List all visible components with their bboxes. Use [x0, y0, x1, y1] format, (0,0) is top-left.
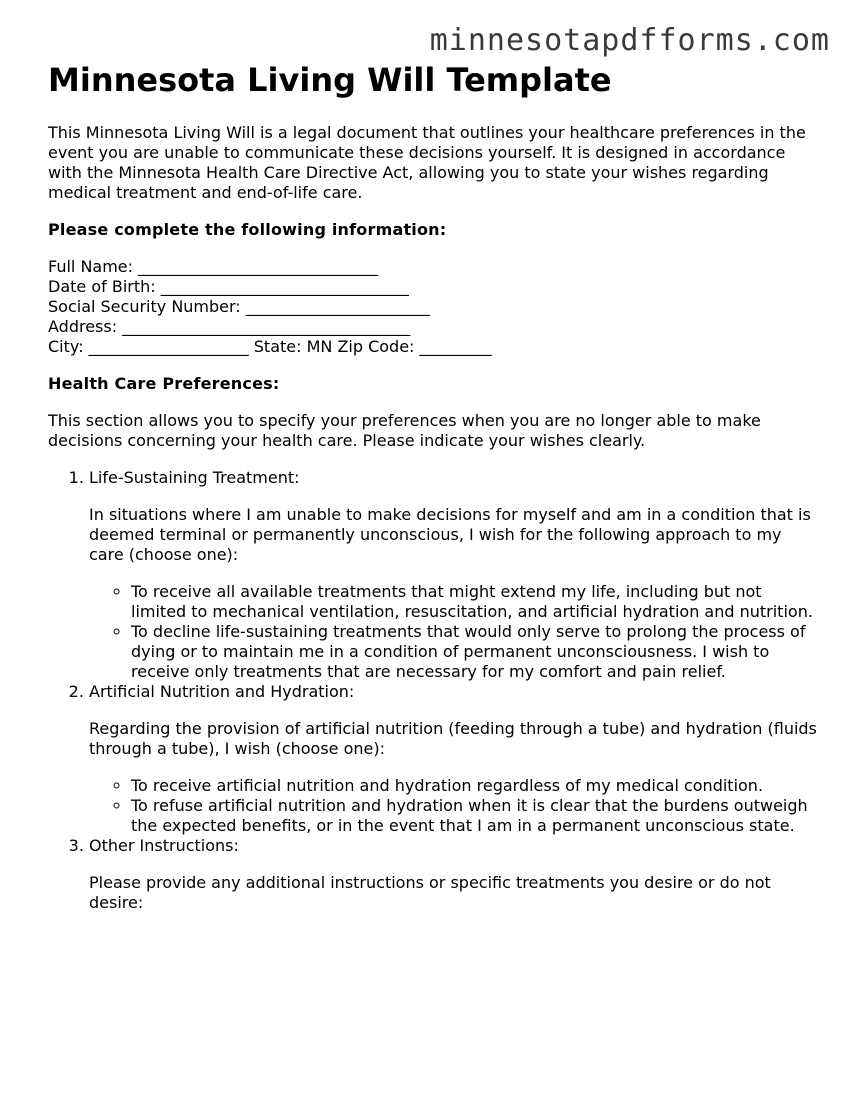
dob-field[interactable]: Date of Birth: _______________________________ — [48, 277, 409, 296]
watermark: minnesotapdfforms.com — [429, 23, 830, 58]
option-list — [89, 582, 818, 682]
health-care-description: This section allows you to specify your preferences when you are no longer able to make decisions concerning your health care. Please indicate your wishes clearly. — [48, 411, 761, 450]
section-title: 1. Life-Sustaining Treatment: — [89, 468, 300, 487]
option-list — [89, 776, 818, 836]
section-nutrition-hydration — [89, 682, 818, 836]
section-description: In situations where I am unable to make decisions for myself and am in a condition that is deemed terminal or permanently unconscious, I wish for the following approach to my care (choose one): — [89, 505, 811, 564]
section-other-instructions — [89, 836, 818, 913]
personal-info-fields — [48, 257, 818, 357]
document-page — [48, 60, 818, 913]
section-title: 3. Other Instructions: — [89, 836, 239, 855]
section-description: Please provide any additional instructions or specific treatments you desire or do not desire: — [89, 873, 771, 912]
section-title: 2. Artificial Nutrition and Hydration: — [89, 682, 355, 701]
preference-sections — [48, 468, 818, 913]
ssn-field[interactable]: Social Security Number: _______________________ — [48, 297, 430, 316]
full-name-field[interactable]: Full Name: ______________________________ — [48, 257, 379, 276]
complete-info-heading: Please complete the following information: — [48, 220, 447, 239]
page-title: Minnesota Living Will Template — [48, 61, 612, 99]
intro-paragraph: This Minnesota Living Will is a legal document that outlines your healthcare preferences in the event you are unable to communicate these decisions yourself. It is designed in accordance with the Minnesota Health Care Directive Act, allowing you to state your wishes regarding medical treatment and end-of-life care. — [48, 123, 806, 202]
option-item[interactable]: ◦ To decline life-sustaining treatments that would only serve to prolong the process of dying or to maintain me in a condition of permanent unconsciousness. I wish to receive only treatments that are necessary for my comfort and pain relief. — [131, 622, 818, 682]
city-state-zip-field[interactable]: City: ____________________ State: MN Zip Code: _________ — [48, 337, 492, 356]
health-care-heading: Health Care Preferences: — [48, 374, 280, 393]
section-description: Regarding the provision of artificial nutrition (feeding through a tube) and hydration (fluids through a tube), I wish (choose one): — [89, 719, 817, 758]
option-item[interactable]: ◦ To refuse artificial nutrition and hydration when it is clear that the burdens outweigh the expected benefits, or in the event that I am in a permanent unconscious state. — [131, 796, 818, 836]
address-field[interactable]: Address: ____________________________________ — [48, 317, 411, 336]
section-life-sustaining — [89, 468, 818, 682]
option-item[interactable]: ◦ To receive all available treatments that might extend my life, including but not limited to mechanical ventilation, resuscitation, and artificial hydration and nutrition. — [131, 582, 818, 622]
option-item[interactable]: ◦ To receive artificial nutrition and hydration regardless of my medical condition. — [131, 776, 818, 796]
